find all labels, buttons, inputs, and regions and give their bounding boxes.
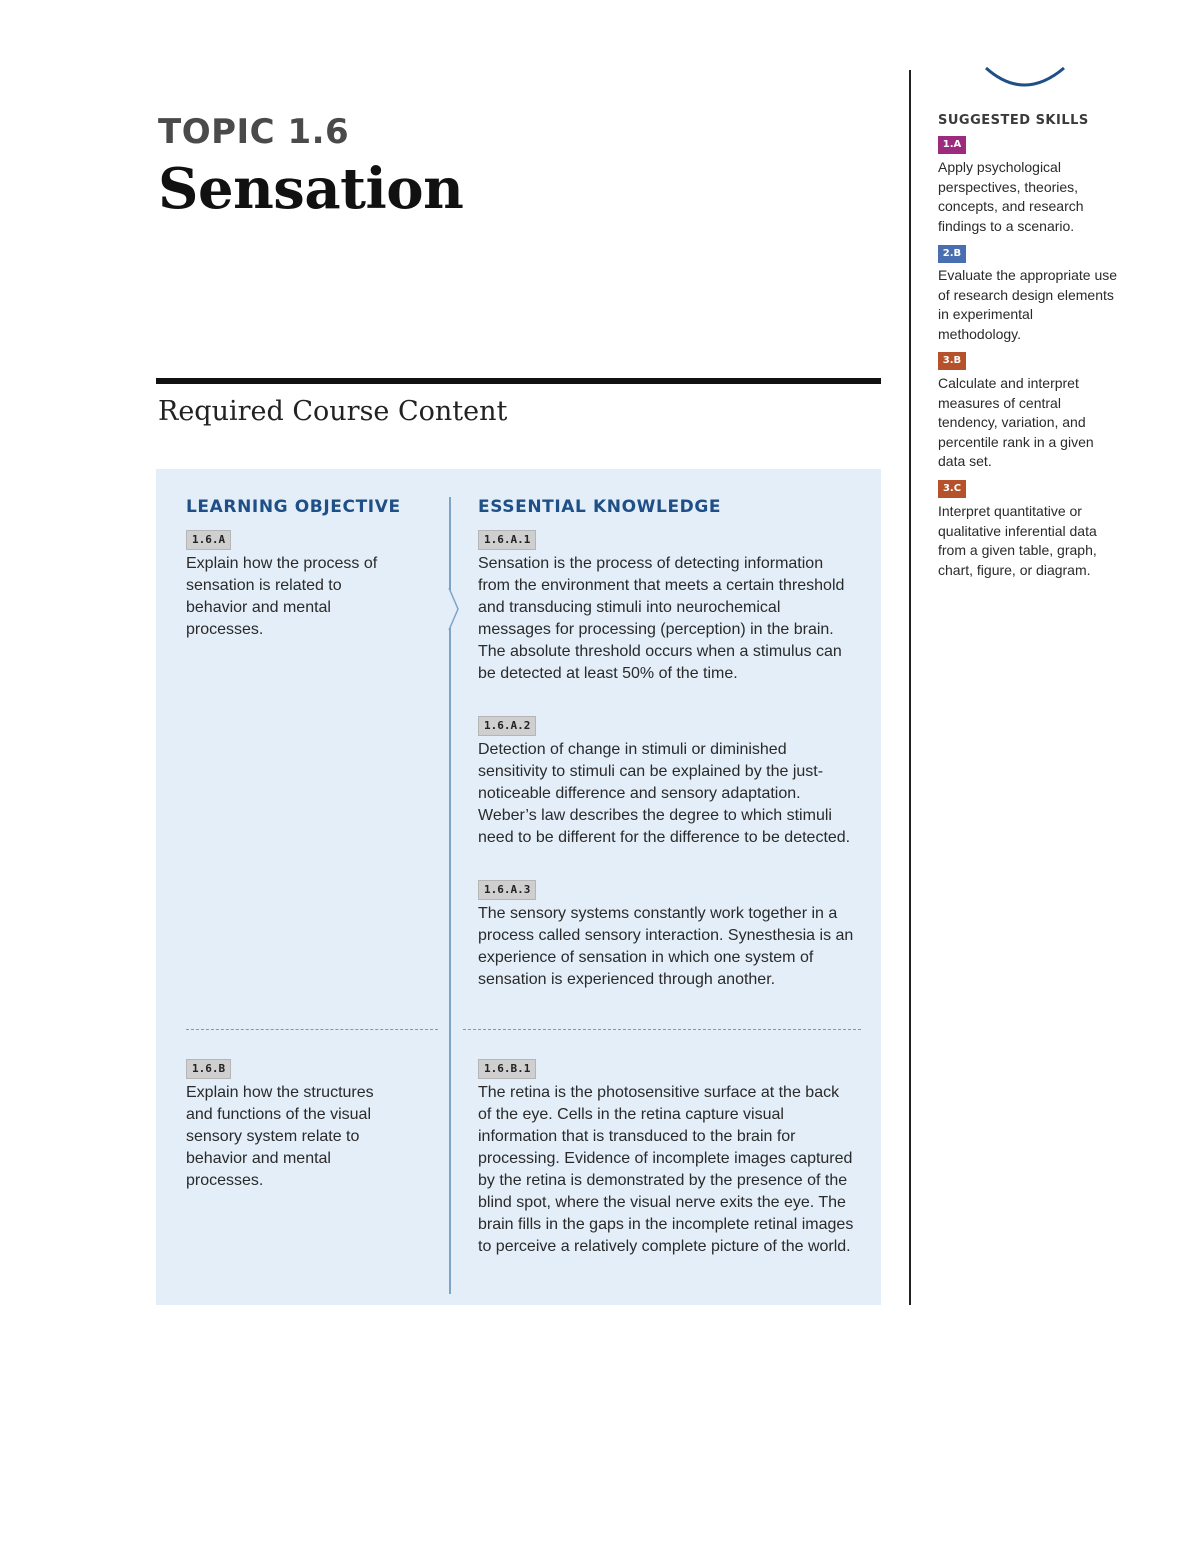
knowledge-code-badge: 1.6.A.3 [478, 880, 536, 900]
knowledge-text: The sensory systems constantly work together in a process called sensory interaction. Synesthesia is an experience of sensation in which one system of sensation is experienced through another. [478, 905, 854, 988]
skill-text: Interpret quantitative or qualitative inferential data from a given table, graph, chart, figure, or diagram. [938, 503, 1097, 578]
skill-text: Calculate and interpret measures of central tendency, variation, and percentile rank in a given data set. [938, 375, 1094, 469]
knowledge-text: Sensation is the process of detecting information from the environment that meets a certain threshold and transducing stimuli into neurochemical messages for processing (perception) in the brain. The absolute threshold occurs when a stimulus can be detected at least 50% of the time. [478, 555, 845, 682]
decorative-arc [982, 62, 1070, 92]
essential-knowledge-heading: ESSENTIAL KNOWLEDGE [478, 497, 722, 517]
knowledge-code-badge: 1.6.A.2 [478, 716, 536, 736]
knowledge-text: The retina is the photosensitive surface at the back of the eye. Cells in the retina capture visual information that is transduced to the brain for processing. Evidence of incomplete images captured by the retina is demonstrated by the presence of the blind spot, where the visual nerve exits the eye. The brain fills in the gaps in the incomplete retinal images to perceive a relatively complete picture of the world. [478, 1084, 854, 1255]
objective-text: Explain how the structures and functions of the visual sensory system relate to behavior and mental processes. [186, 1084, 374, 1189]
row-separator [463, 1029, 861, 1030]
learning-objective-heading: LEARNING OBJECTIVE [186, 497, 401, 517]
objective-code-badge: 1.6.A [186, 530, 231, 550]
skill-badge: 2.B [938, 245, 966, 263]
section-heading: Required Course Content [158, 396, 508, 427]
objective-text: Explain how the process of sensation is related to behavior and mental processes. [186, 555, 378, 638]
topic-label: TOPIC 1.6 [158, 112, 350, 152]
skill-text: Evaluate the appropriate use of research design elements in experimental methodology. [938, 267, 1118, 342]
sidebar-divider [909, 70, 911, 1305]
row-separator [186, 1029, 438, 1030]
objective-code-badge: 1.6.B [186, 1059, 231, 1079]
chevron-right-icon [444, 586, 462, 632]
knowledge-code-badge: 1.6.A.1 [478, 530, 536, 550]
knowledge-code-badge: 1.6.B.1 [478, 1059, 536, 1079]
suggested-skills-heading: SUGGESTED SKILLS [938, 113, 1089, 128]
skill-badge: 1.A [938, 136, 966, 154]
page-title: Sensation [158, 156, 464, 222]
skill-badge: 3.C [938, 480, 966, 498]
skill-text: Apply psychological perspectives, theories, concepts, and research findings to a scenario. [938, 159, 1084, 234]
section-rule [156, 378, 881, 384]
skill-badge: 3.B [938, 352, 966, 370]
knowledge-text: Detection of change in stimuli or diminished sensitivity to stimuli can be explained by the just-noticeable difference and sensory adaptation. Weber’s law describes the degree to which stimuli need to be different for the difference to be detected. [478, 741, 851, 846]
